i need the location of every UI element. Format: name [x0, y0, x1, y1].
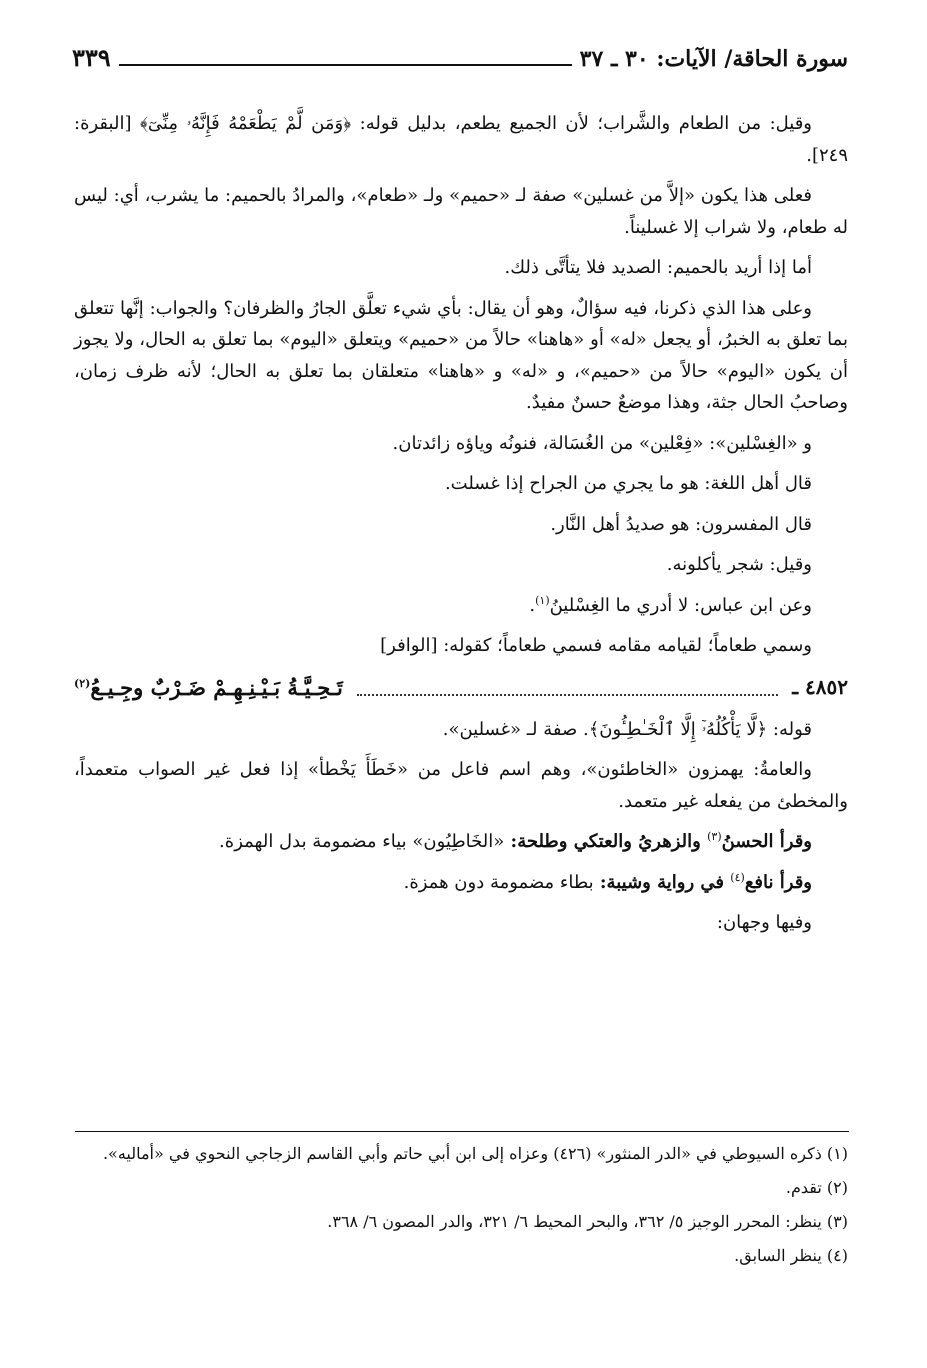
verse-dotted-line	[357, 680, 778, 696]
verse-hemistich: تَـحِـيَّـةُ بَـيْـنِـهِـمْ ضَـرْبٌ وجِـيـعُ	[90, 674, 343, 700]
reader-names: وقرأ الحسنُ	[721, 831, 812, 852]
paragraph: وقيل: من الطعام والشَّراب؛ لأن الجميع يطعم، بدليل قوله: ﴿وَمَن لَّمْ يَطْعَمْهُ فَإِنَّهُۥ مِنِّىٓ﴾ [البقرة: ٢٤٩].	[74, 113, 848, 166]
footnote: (١) ذكره السيوطي في «الدر المنثور» (٤٢٦) وعزاه إلى ابن أبي حاتم وأبي القاسم الزجاجي النحوي في «أماليه».	[102, 1144, 848, 1163]
paragraph: وفيها وجهان:	[716, 912, 812, 933]
paragraph: قال أهل اللغة: هو ما يجري من الجراح إذا غسلت.	[444, 473, 812, 494]
paragraph: وسمي طعاماً؛ لقيامه مقامه فسمي طعاماً؛ كقوله: [الوافر]	[380, 635, 812, 656]
footnote: (٤) ينظر السابق.	[734, 1246, 848, 1265]
paragraph-text: بطاء مضمومة دون همزة.	[403, 871, 594, 893]
reader-names: وقرأ نافع	[744, 871, 812, 893]
footnote-ref: (٣)	[707, 830, 722, 843]
page-number: ٣٣٩	[72, 43, 111, 72]
footnotes	[74, 1140, 848, 1276]
reader-names: في رواية وشيبة:	[593, 871, 731, 893]
footnote: (٢) تقدم.	[785, 1178, 848, 1197]
main-text	[74, 108, 848, 948]
paragraph: أما إذا أريد بالحميم: الصديد فلا يتأتَّى ذلك.	[504, 257, 812, 278]
verse-text	[74, 672, 343, 704]
paragraph: وعن ابن عباس: لا أدري ما الغِسْلينُ$^{(١)}$.	[529, 593, 812, 616]
paragraph: قال المفسرون: هو صديدُ أهل النَّار.	[550, 513, 812, 535]
footnote-separator	[75, 1131, 849, 1132]
reader-names: والزهريُ والعتكي وطلحة:	[504, 831, 708, 852]
paragraph: و «الغِسْلين»: «فِعْلين» من الغُسَالة، فنونُه وياؤه زائدتان.	[392, 432, 812, 454]
footnote-ref: (٤)	[730, 870, 745, 884]
paragraph-text: وعن ابن عباس: لا أدري ما الغِسْلينُ	[549, 594, 812, 616]
paragraph: وعلى هذا الذي ذكرنا، فيه سؤالٌ، وهو أن يقال: بأي شيء تعلَّق الجارُ والظرفان؟ والجواب: إنَّها تتعلق بما تعلق به الخبرُ، أو يجعل «له» أو «هاهنا» حالاً من «حميم» ويتعلق «اليوم» بما تعلق به الحال، ولا يجوز أن يكون «اليوم» حالاً من «حميم»، و «له» و «هاهنا» متعلقان بما تعلق به الحال؛ لأنه ظرف زمان، وصاحبُ الحال جثة، وهذا موضعٌ حسنٌ مفيدٌ.	[74, 297, 848, 413]
paragraph: قوله: ﴿لَّا يَأْكُلُهُۥٓ إِلَّا ٱلْخَـٰطِـُٔونَ﴾. صفة لـ «غسلين».	[442, 718, 812, 740]
paragraph	[74, 826, 848, 858]
paragraph: فعلى هذا يكون «إلاَّ من غسلين» صفة لـ «حميم» ولـ «طعام»، والمرادُ بالحميم: ما يشرب، أي: ليس له طعام، ولا شراب إلا غسليناً.	[74, 185, 848, 238]
footnote: (٣) ينظر: المحرر الوجيز ٥/ ٣٦٢، والبحر المحيط ٦/ ٣٢١، والدر المصون ٦/ ٣٦٨.	[327, 1212, 848, 1231]
footnote-ref: (١)	[535, 593, 550, 607]
header-rule	[119, 64, 572, 66]
paragraph	[74, 867, 848, 899]
footnote-ref: (٢)	[74, 676, 91, 690]
running-title: سورة الحاقة/ الآيات: ٣٠ ـ ٣٧	[579, 46, 848, 72]
poetry-verse	[74, 671, 848, 705]
page-header	[72, 38, 848, 72]
verse-number: ٤٨٥٢ ـ	[792, 674, 848, 699]
paragraph: وقيل: شجر يأكلونه.	[666, 554, 812, 575]
paragraph: والعامةُ: يهمزون «الخاطئون»، وهم اسم فاعل من «خَطَأَ يَخْطأ» إذا فعل غير الصواب متعمداً، والمخطئ من يفعله غير متعمد.	[74, 759, 848, 812]
paragraph-text: «الخَاطِيُون» بياء مضمومة بدل الهمزة.	[219, 831, 505, 852]
